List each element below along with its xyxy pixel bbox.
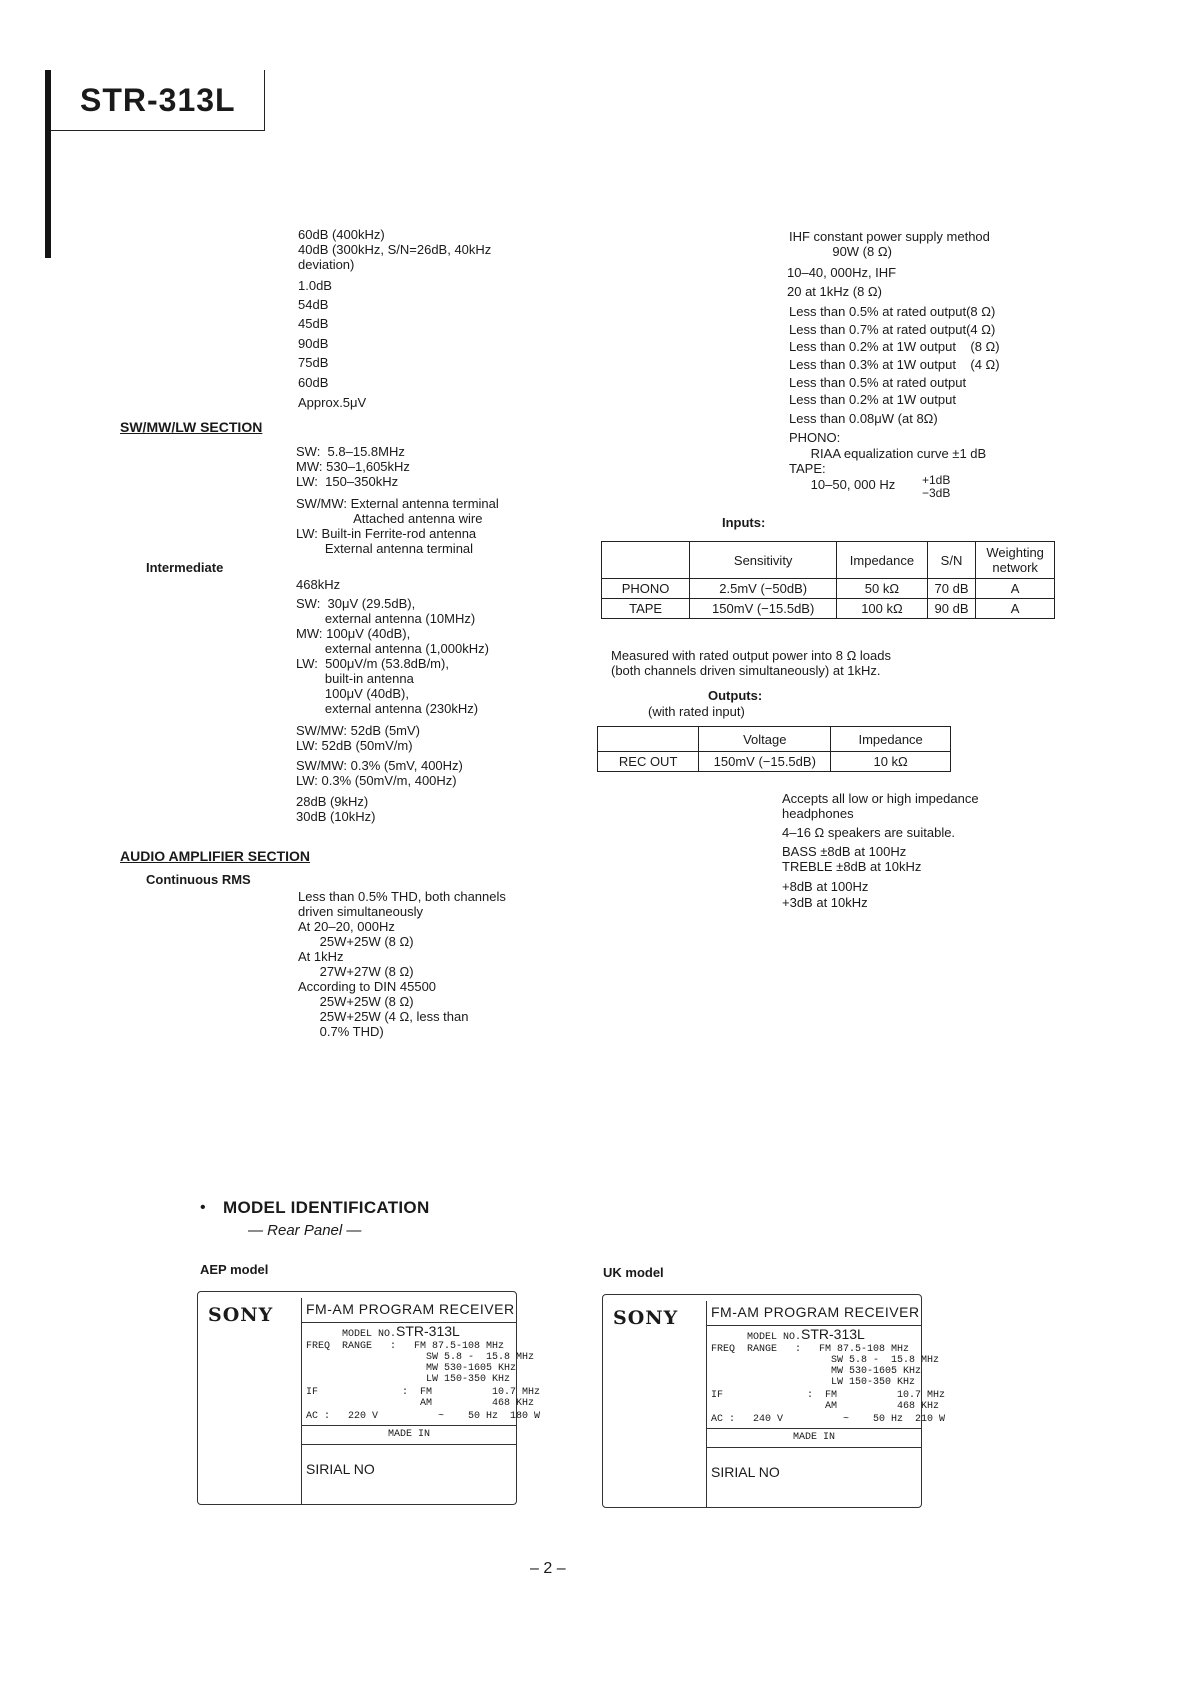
table-cell: 90 dB: [927, 599, 976, 619]
outputs-heading: Outputs:: [708, 688, 763, 703]
spec-value: +3dB at 10kHz: [782, 895, 868, 910]
spec-value: 10–40, 000Hz, IHF: [787, 265, 897, 280]
inputs-heading: Inputs:: [722, 515, 766, 530]
spec-value: PHONO: RIAA equalization curve ±1 dB TAPE: 10–50, 000 Hz: [789, 430, 987, 492]
plate-model: STR-313L: [396, 1323, 460, 1339]
divider: [707, 1447, 921, 1448]
freq-tolerance: [922, 474, 950, 500]
plate-freq-range: FREQ RANGE : FM 87.5-108 MHz SW 5.8 - 15.8 MHz MW 530-1605 KHz LW 150-350 KHz: [306, 1341, 535, 1385]
spec-value: 1.0dB: [298, 278, 332, 293]
plate-serial: SIRIAL NO: [306, 1461, 375, 1477]
table-header: Impedance: [837, 542, 928, 579]
spec-value: SW/MW: 0.3% (5mV, 400Hz) LW: 0.3% (50mV/m, 400Hz): [296, 758, 463, 788]
table-cell: 50 kΩ: [837, 579, 928, 599]
plate-title: FM-AM PROGRAM RECEIVER: [711, 1304, 920, 1320]
tol-plus: +1dB: [922, 473, 951, 487]
table-cell: TAPE: [602, 599, 690, 619]
spec-value: Less than 0.5% THD, both channels driven simultaneously At 20–20, 000Hz 25W+25W (8 Ω) At 1kHz 27W+27W (8 Ω) According to DIN 45500 25W+25W (8 Ω) 25W+25W (4 Ω, less than 0.7% THD): [298, 889, 506, 1039]
plate-if: IF : FM 10.7 MHz AM 468 KHz: [306, 1387, 541, 1409]
table-cell: PHONO: [602, 579, 690, 599]
table-row: [602, 599, 1055, 619]
spec-value: 28dB (9kHz) 30dB (10kHz): [296, 794, 376, 824]
sony-logo: SONY: [208, 1304, 274, 1326]
plate-model-line: [747, 1326, 865, 1343]
spec-value: 90dB: [298, 336, 329, 351]
table-cell: 70 dB: [927, 579, 976, 599]
spec-value: 4–16 Ω speakers are suitable.: [782, 825, 956, 840]
sony-logo: SONY: [613, 1307, 679, 1329]
page-title: STR-313L: [80, 82, 236, 118]
spec-value: SW/MW: 52dB (5mV) LW: 52dB (50mV/m): [296, 723, 421, 753]
table-header: [602, 542, 690, 579]
table-cell: 2.5mV (−50dB): [690, 579, 837, 599]
spec-value: SW: 30μV (29.5dB), external antenna (10MHz) MW: 100μV (40dB), external antenna (1,000kHz) LW: 500μV/m (53.8dB/m), built-in antenna 100μV (40dB), external antenna (230kHz): [296, 596, 489, 716]
tol-minus: −3dB: [922, 486, 951, 500]
table-cell: 10 kΩ: [831, 752, 951, 772]
model-prefix: MODEL NO.: [342, 1329, 397, 1340]
divider: [302, 1444, 516, 1445]
table-row: [598, 752, 951, 772]
spec-value: 60dB: [298, 375, 329, 390]
plate-made-in: MADE IN: [792, 1432, 835, 1443]
plate-caption-aep: AEP model: [200, 1262, 269, 1277]
spec-value: 60dB (400kHz) 40dB (300kHz, S/N=26dB, 40kHz deviation): [298, 227, 492, 272]
table-cell: A: [976, 579, 1055, 599]
bullet: •: [200, 1199, 206, 1216]
inputs-table: [601, 541, 1055, 619]
table-cell: 100 kΩ: [837, 599, 928, 619]
spec-value: Less than 0.5% at rated output: [789, 375, 967, 390]
section-heading-swmwlw: SW/MW/LW SECTION: [120, 419, 263, 435]
spec-value: Less than 0.2% at 1W output: [789, 392, 956, 407]
rating-plate-aep: [197, 1291, 541, 1505]
plate-ac: AC : 240 V ~ 50 Hz 210 W: [711, 1414, 946, 1425]
table-header: Weighting network: [976, 542, 1055, 579]
plate-freq-range: FREQ RANGE : FM 87.5-108 MHz SW 5.8 - 15.8 MHz MW 530-1605 KHz LW 150-350 KHz: [711, 1344, 940, 1388]
spec-value: SW: 5.8–15.8MHz MW: 530–1,605kHz LW: 150–350kHz: [296, 444, 410, 489]
rating-plate-uk: [602, 1294, 946, 1508]
model-prefix: MODEL NO.: [747, 1332, 802, 1343]
spec-value: 45dB: [298, 316, 329, 331]
plate-body: [706, 1301, 946, 1507]
model-id-subheading: — Rear Panel —: [248, 1222, 362, 1239]
spec-value: 20 at 1kHz (8 Ω): [787, 284, 882, 299]
model-id-heading: MODEL IDENTIFICATION: [223, 1198, 430, 1217]
table-cell: 150mV (−15.5dB): [699, 752, 831, 772]
table-cell: 150mV (−15.5dB): [690, 599, 837, 619]
divider: [707, 1428, 921, 1429]
section-heading-audio: AUDIO AMPLIFIER SECTION: [120, 848, 311, 864]
outputs-table: [597, 726, 951, 772]
plate-if: IF : FM 10.7 MHz AM 468 KHz: [711, 1390, 946, 1412]
table-header-row: [598, 727, 951, 752]
table-header: [598, 727, 699, 752]
spec-value: Less than 0.08μW (at 8Ω): [789, 411, 938, 426]
outputs-subheading: (with rated input): [648, 704, 745, 719]
spec-value: Accepts all low or high impedance headphones: [782, 791, 979, 821]
divider: [302, 1425, 516, 1426]
spec-value: SW/MW: External antenna terminal Attached antenna wire LW: Built-in Ferrite-rod antenna External antenna terminal: [296, 496, 499, 556]
plate-made-in: MADE IN: [387, 1429, 430, 1440]
plate-model: STR-313L: [801, 1326, 865, 1342]
table-header: Voltage: [699, 727, 831, 752]
spec-value: 54dB: [298, 297, 329, 312]
plate-title: FM-AM PROGRAM RECEIVER: [306, 1301, 515, 1317]
spec-value: 75dB: [298, 355, 329, 370]
table-cell: A: [976, 599, 1055, 619]
table-header: Impedance: [831, 727, 951, 752]
inputs-note: Measured with rated output power into 8 Ω loads (both channels driven simultaneously) at 1kHz.: [611, 648, 891, 678]
plate-body: [301, 1298, 541, 1504]
spec-value: IHF constant power supply method 90W (8 Ω): [789, 229, 990, 259]
table-row: [602, 579, 1055, 599]
plate-caption-uk: UK model: [603, 1265, 664, 1280]
page-number: – 2 –: [530, 1560, 566, 1577]
plate-model-line: [342, 1323, 460, 1340]
plate-serial: SIRIAL NO: [711, 1464, 780, 1480]
table-cell: REC OUT: [598, 752, 699, 772]
table-header-row: [602, 542, 1055, 579]
spec-value: +8dB at 100Hz: [782, 879, 869, 894]
spec-value: BASS ±8dB at 100Hz TREBLE ±8dB at 10kHz: [782, 844, 922, 874]
spec-value: 468kHz: [296, 577, 341, 592]
table-header: S/N: [927, 542, 976, 579]
table-header: Sensitivity: [690, 542, 837, 579]
spec-value: Approx.5μV: [298, 395, 367, 410]
spec-value: Less than 0.5% at rated output(8 Ω) Less than 0.7% at rated output(4 Ω) Less than 0.2% at 1W output (8 Ω) Less than 0.3% at 1W output (4 Ω): [789, 304, 1000, 372]
plate-ac: AC : 220 V ~ 50 Hz 180 W: [306, 1411, 541, 1422]
